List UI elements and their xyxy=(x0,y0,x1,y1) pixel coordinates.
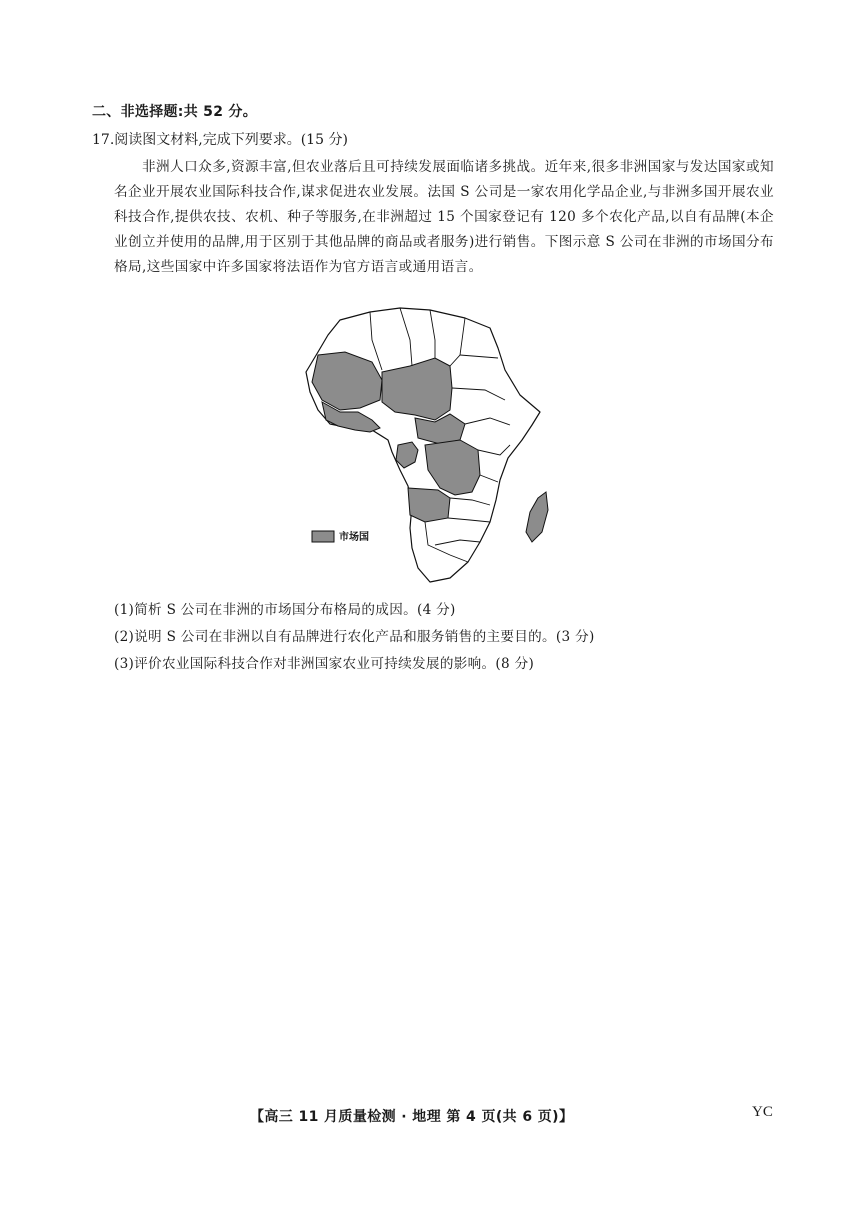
legend-label: 市场国 xyxy=(339,532,369,543)
subquestion-3: (3)评价农业国际科技合作对非洲国家农业可持续发展的影响。(8 分) xyxy=(114,656,535,672)
map-legend xyxy=(312,530,369,543)
subquestion-2: (2)说明 S 公司在非洲以自有品牌进行农化产品和服务销售的主要目的。(3 分) xyxy=(114,629,595,645)
africa-market-map xyxy=(300,300,560,585)
footer-code: YC xyxy=(752,1104,773,1120)
subquestion-1: (1)简析 S 公司在非洲的市场国分布格局的成因。(4 分) xyxy=(114,602,456,618)
legend-swatch xyxy=(312,531,334,542)
section-title: 二、非选择题:共 52 分。 xyxy=(92,104,258,120)
country-madagascar xyxy=(526,492,548,542)
question-material-paragraph: 非洲人口众多,资源丰富,但农业落后且可持续发展面临诸多挑战。近年来,很多非洲国家与发达国家或知名企业开展农业国际科技合作,谋求促进农业发展。法国 S 公司是一家农用化学品企业,与非洲多国开展农业科技合作,提供农技、农机、种子等服务,在非洲超过 15 个国家登记有 120 多个农化产品,以自有品牌(本企业创立并使用的品牌,用于区别于其他品牌的商品或者服务)进行销售。下图示意 S 公司在非洲的市场国分布格局,这些国家中许多国家将法语作为官方语言或通用语言。 xyxy=(114,159,774,275)
page-footer: 【高三 11 月质量检测 · 地理 第 4 页(共 6 页)】 xyxy=(250,1109,574,1125)
question-title: 17.阅读图文材料,完成下列要求。(15 分) xyxy=(92,132,348,148)
